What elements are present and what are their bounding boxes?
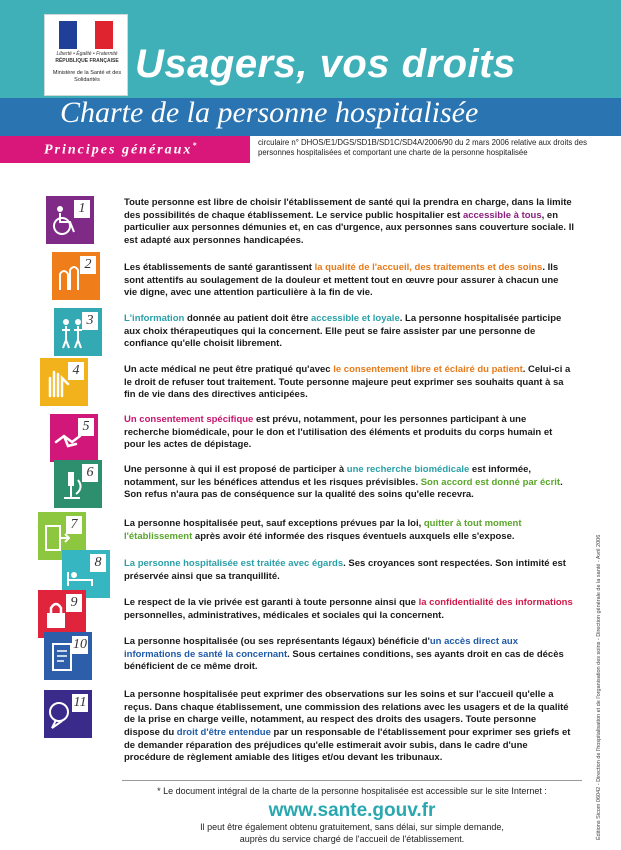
flag-icon <box>59 21 113 49</box>
article-text-4 <box>124 364 574 402</box>
ministry-name: Ministère de la Santé et des Solidarités <box>52 70 122 83</box>
article-text-segment: Le respect de la vie privée est garanti à toute personne ainsi que <box>124 597 419 608</box>
article-text-segment: . Ses croyances sont respectées. Son intimité est préservée ainsi que sa tranquillité. <box>124 558 566 582</box>
article-number: 3 <box>82 312 98 330</box>
vertical-credit <box>596 520 608 840</box>
article-text-9 <box>124 597 574 622</box>
highlight: un accès direct aux informations de santé la concernant <box>124 636 519 660</box>
article-text-segment: Les établissements de santé garantissent <box>124 262 315 273</box>
article-text-10 <box>124 636 574 674</box>
republic-motto: Liberté • Égalité • Fraternité <box>56 51 118 57</box>
article-text-segment: après avoir été informée des risques éventuels auxquels elle s'expose. <box>192 530 515 542</box>
highlight: accessible à tous <box>462 209 542 221</box>
article-number: 6 <box>82 464 98 482</box>
highlight: quitter à tout moment l'établissement <box>124 518 522 542</box>
article-number: 2 <box>80 256 96 274</box>
highlight: la confidentialité des informations <box>418 597 573 608</box>
footer-line-3: auprès du service chargé de l'accueil de l'établissement. <box>239 833 465 844</box>
footer-note: * Le document intégral de la charte de la personne hospitalisée est accessible sur le site Internet : <box>157 786 547 796</box>
article-number: 8 <box>90 554 106 572</box>
article-text-segment: . La personne hospitalisée participe aux choix thérapeutiques qui la concernent. Elle peut se faire assister par une personne de confiance qu'elle choisit librement. <box>124 313 562 350</box>
article-text-6 <box>124 464 574 502</box>
page-title: Usagers, vos droits <box>135 42 516 86</box>
article-text-segment: . Celui-ci a le droit de refuser tout traitement. Toute personne majeure peut exprimer ses souhaits quant à sa fin de vie dans des directives anticipées. <box>124 364 571 401</box>
article-text-segment: . Son refus n'aura pas de conséquence sur la qualité des soins qu'elle recevra. <box>124 476 563 501</box>
highlight: le consentement libre et éclairé du patient <box>333 364 523 375</box>
article-text-segment: Toute personne est libre de choisir l'établissement de santé qui la prendra en charge, dans la limite des possibilités de chaque établissement. Le service public hospitalier est <box>124 197 572 221</box>
principes-label: Principes généraux* <box>44 141 199 158</box>
article-text-segment: est informée, notamment, sur les bénéfices attendus et les risques prévisibles. <box>124 464 532 488</box>
article-tile-6 <box>54 460 102 508</box>
highlight: Son accord est donné par écrit <box>420 476 561 488</box>
article-tile-11 <box>44 690 92 738</box>
article-text-segment: , en particulier aux personnes démunies et, en cas d'urgence, aux personnes sans couverture sociale. Il est adapté aux personnes handicapées. <box>124 209 574 246</box>
circular-reference: circulaire n° DHOS/E1/DGS/SD1B/SD1C/SD4A/2006/90 du 2 mars 2006 relative aux droits des personnes hospitalisées et comportant une charte de la personne hospitalisée <box>258 138 588 158</box>
article-text-segment: . Sous certaines conditions, ses ayants droit en cas de décès bénéficient de ce même droit. <box>124 648 564 673</box>
article-number: 9 <box>66 594 82 612</box>
footer-availability <box>122 822 582 845</box>
article-tile-10 <box>44 632 92 680</box>
article-text-segment: Une personne à qui il est proposé de participer à <box>124 464 347 475</box>
republic-logo <box>44 14 128 96</box>
article-number: 11 <box>73 695 87 710</box>
highlight: Un consentement spécifique <box>124 414 254 425</box>
footer-divider <box>122 780 582 781</box>
highlight: une recherche biomédicale <box>346 464 470 475</box>
article-text-segment: Un acte médical ne peut être pratiqué qu'avec <box>124 364 334 375</box>
website-link[interactable]: www.sante.gouv.fr <box>268 800 436 821</box>
footer-line-2: Il peut être également obtenu gratuitement, sans délai, sur simple demande, <box>200 822 504 832</box>
article-text-3 <box>124 313 574 351</box>
article-text-2 <box>124 262 574 300</box>
article-text-8 <box>124 558 574 583</box>
highlight: droit d'être entendue <box>176 726 271 738</box>
article-number: 5 <box>78 418 94 436</box>
article-text-segment: est prévu, notamment, pour les personnes participant à une recherche biomédicale, pour le don et l'utilisation des éléments et produits du corps humain et pour les actes de dépistage. <box>124 414 553 451</box>
article-text-segment: La personne hospitalisée peut exprimer des observations sur les soins et sur l'accueil qu'elle a reçus. Dans chaque établissement, une commission des relations avec les usagers et de la qualité de la prise en charge veille, notamment, au respect des droits des usagers. Toute personne dispose du <box>124 689 569 738</box>
article-tile-1 <box>46 196 94 244</box>
article-tile-5 <box>50 414 98 462</box>
article-text-segment: donnée au patient doit être <box>184 313 311 324</box>
article-tile-2 <box>52 252 100 300</box>
highlight: accessible et loyale <box>311 313 400 324</box>
highlight: La personne hospitalisée est traitée avec égards <box>124 558 344 569</box>
highlight: la qualité de l'accueil, des traitements et des soins <box>314 262 543 273</box>
article-number: 7 <box>66 516 82 534</box>
article-number: 4 <box>68 362 84 380</box>
republic-name: RÉPUBLIQUE FRANÇAISE <box>55 58 119 64</box>
article-text-7 <box>124 518 574 543</box>
article-text-segment: personnelles, administratives, médicales et sociales qui la concernent. <box>124 609 444 621</box>
article-number: 1 <box>74 200 90 218</box>
article-text-segment: La personne hospitalisée peut, sauf exceptions prévues par la loi, <box>124 518 424 529</box>
page-subtitle: Charte de la personne hospitalisée <box>60 96 479 129</box>
article-text-segment: . Ils sont attentifs au soulagement de la douleur et mettent tout en œuvre pour assurer à chacun une vie digne, avec une attention particulière à la fin de vie. <box>124 262 559 299</box>
article-tile-3 <box>54 308 102 356</box>
article-text-5 <box>124 414 574 452</box>
article-number: 10 <box>73 637 87 652</box>
article-text-segment: La personne hospitalisée (ou ses représentants légaux) bénéficie d' <box>124 636 430 647</box>
article-tile-9 <box>38 590 86 638</box>
article-tile-4 <box>40 358 88 406</box>
vertical-credit-text: Éditions Sicom 06042 - Direction de l'hospitalisation et de l'organisation des soins - Direction générale de la santé - Avril 2006 <box>596 534 602 840</box>
article-text-segment: par un responsable de l'établissement pour exprimer ses griefs et de demander réparation des préjudices qu'elle estimerait avoir subis, dans le cadre d'une procédure de règlement amiable des litiges et/ou devant les tribunaux. <box>124 726 571 764</box>
article-text-11 <box>124 689 574 765</box>
highlight: L'information <box>124 313 185 324</box>
article-text-1 <box>124 197 574 248</box>
